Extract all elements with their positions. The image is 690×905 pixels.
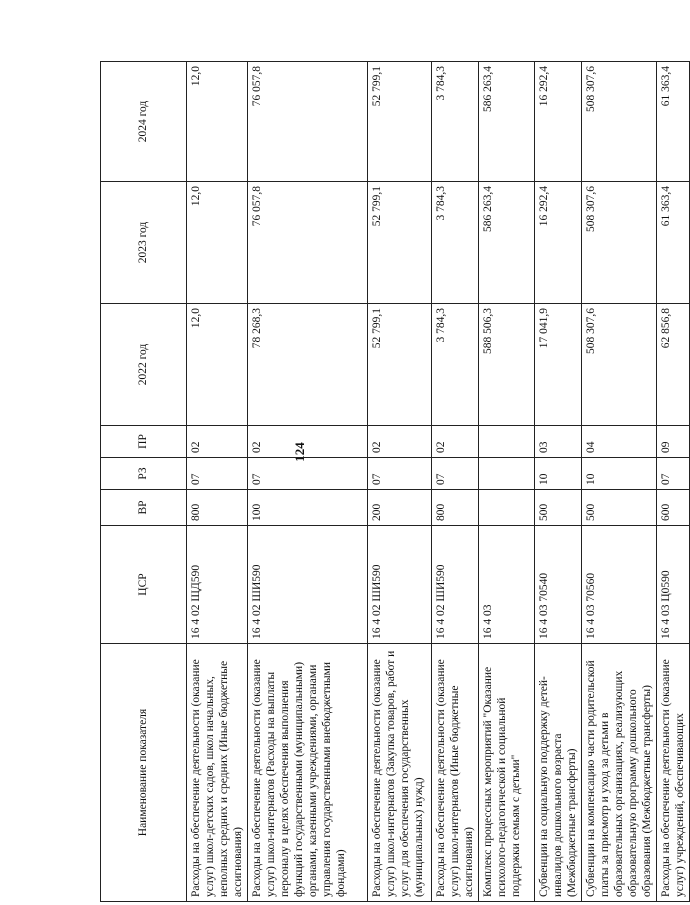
cell-pr: 04 (582, 426, 657, 458)
header-row (101, 62, 187, 902)
cell-name: Субвенции на компенсацию части родительской платы за присмотр и уход за детьми в образовательных организациях, реализующих образовательную программу дошкольного образования (Межбюджетные трансферты) (582, 644, 657, 902)
cell-2024: 76 057,8 (248, 62, 368, 182)
cell-name: Расходы на обеспечение деятельности (оказание услуг) учреждений, обеспечивающих (657, 644, 690, 902)
rotated-page (100, 62, 687, 902)
header-2022: 2022 год (101, 304, 187, 426)
cell-vr: 600 (657, 490, 690, 526)
cell-vr: 800 (187, 490, 248, 526)
table-row (187, 62, 248, 902)
cell-2024: 61 363,4 (657, 62, 690, 182)
cell-csr: 16 4 02 ШИ590 (368, 526, 432, 644)
cell-pr: 02 (368, 426, 432, 458)
header-name: Наименование показателя (101, 644, 187, 902)
cell-2023: 52 799,1 (368, 182, 432, 304)
cell-2022: 52 799,1 (368, 304, 432, 426)
cell-2024: 12,0 (187, 62, 248, 182)
table-body (187, 62, 690, 902)
table-row (432, 62, 479, 902)
cell-vr: 200 (368, 490, 432, 526)
cell-rz: 10 (535, 458, 582, 490)
cell-2024: 586 263,4 (479, 62, 535, 182)
cell-name: Комплекс процессных мероприятий "Оказание психолого-педагогической и социальной поддержки семьям с детьми" (479, 644, 535, 902)
header-2024: 2024 год (101, 62, 187, 182)
cell-name: Расходы на обеспечение деятельности (оказание услуг) школ-интернатов (Расходы на выплаты персоналу в целях обеспечения выполнения функций государственными (муниципальными) органами, казенными учреждениями, органами управления государственными внебюджетными фондами) (248, 644, 368, 902)
cell-2023: 16 292,4 (535, 182, 582, 304)
cell-pr: 02 (187, 426, 248, 458)
cell-rz: 07 (432, 458, 479, 490)
table-row (535, 62, 582, 902)
cell-vr: 800 (432, 490, 479, 526)
cell-2022: 17 041,9 (535, 304, 582, 426)
cell-rz: 07 (657, 458, 690, 490)
cell-2022: 588 506,3 (479, 304, 535, 426)
cell-2023: 586 263,4 (479, 182, 535, 304)
cell-vr (479, 490, 535, 526)
cell-pr: 09 (657, 426, 690, 458)
cell-csr: 16 4 02 ЩД590 (187, 526, 248, 644)
cell-pr: 02 (432, 426, 479, 458)
cell-2024: 52 799,1 (368, 62, 432, 182)
cell-2023: 508 307,6 (582, 182, 657, 304)
header-pr: ПР (101, 426, 187, 458)
cell-csr: 16 4 03 Ц0590 (657, 526, 690, 644)
cell-pr (479, 426, 535, 458)
cell-csr: 16 4 02 ШИ590 (432, 526, 479, 644)
header-rz: РЗ (101, 458, 187, 490)
cell-2022: 62 856,8 (657, 304, 690, 426)
cell-2024: 16 292,4 (535, 62, 582, 182)
cell-vr: 500 (582, 490, 657, 526)
cell-2023: 61 363,4 (657, 182, 690, 304)
cell-2024: 508 307,6 (582, 62, 657, 182)
cell-vr: 100 (248, 490, 368, 526)
cell-rz (479, 458, 535, 490)
cell-csr: 16 4 03 (479, 526, 535, 644)
table-row (248, 62, 368, 902)
header-vr: ВР (101, 490, 187, 526)
cell-csr: 16 4 03 70560 (582, 526, 657, 644)
cell-2022: 12,0 (187, 304, 248, 426)
cell-2023: 12,0 (187, 182, 248, 304)
table-row (479, 62, 535, 902)
cell-rz: 07 (248, 458, 368, 490)
cell-pr: 03 (535, 426, 582, 458)
cell-rz: 07 (368, 458, 432, 490)
header-csr: ЦСР (101, 526, 187, 644)
cell-2022: 3 784,3 (432, 304, 479, 426)
cell-name: Расходы на обеспечение деятельности (оказание услуг) школ-детских садов, школ начальных, неполных средних и средних (Иные бюджетные ассигнования) (187, 644, 248, 902)
cell-2022: 508 307,6 (582, 304, 657, 426)
cell-vr: 500 (535, 490, 582, 526)
budget-table (100, 61, 690, 902)
header-2023: 2023 год (101, 182, 187, 304)
cell-name: Расходы на обеспечение деятельности (оказание услуг) школ-интернатов (Закупка товаров, работ и услуг для обеспечения государственных (муниципальных) нужд) (368, 644, 432, 902)
cell-csr: 16 4 03 70540 (535, 526, 582, 644)
table-row (582, 62, 657, 902)
cell-name: Субвенции на социальную поддержку детей-инвалидов дошкольного возраста (Межбюджетные трансферты) (535, 644, 582, 902)
cell-2024: 3 784,3 (432, 62, 479, 182)
cell-2023: 3 784,3 (432, 182, 479, 304)
table-row (657, 62, 690, 902)
cell-name: Расходы на обеспечение деятельности (оказание услуг) школ-интернатов (Иные бюджетные ассигнования) (432, 644, 479, 902)
cell-pr: 02 (248, 426, 368, 458)
cell-2022: 78 268,3 (248, 304, 368, 426)
cell-rz: 10 (582, 458, 657, 490)
table-row (368, 62, 432, 902)
cell-rz: 07 (187, 458, 248, 490)
cell-csr: 16 4 02 ШИ590 (248, 526, 368, 644)
page-number: 124 (292, 442, 307, 462)
cell-2023: 76 057,8 (248, 182, 368, 304)
